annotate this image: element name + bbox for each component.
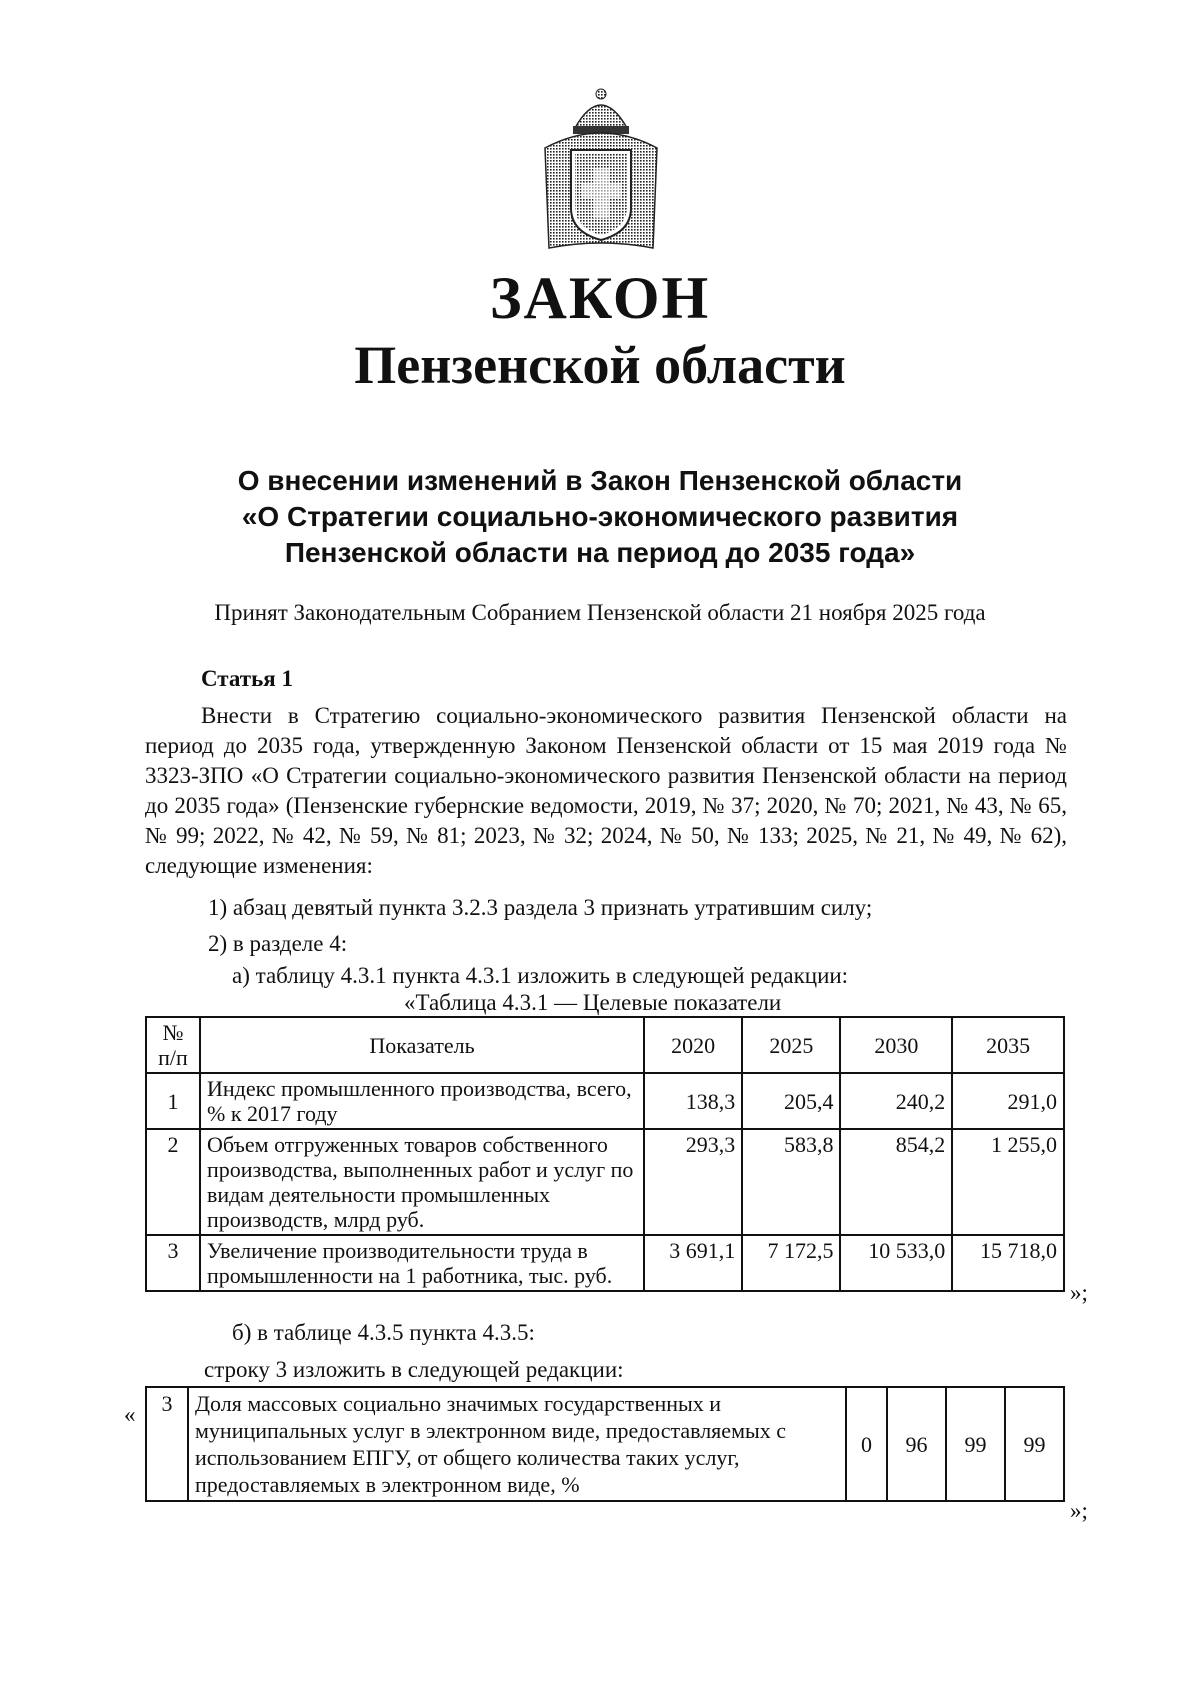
table-row (146, 1073, 1064, 1129)
table-cell: 3 (146, 1387, 188, 1501)
table-cell: 10 533,0 (840, 1235, 952, 1291)
table-cell: 1 (146, 1073, 200, 1129)
header-cell: 2030 (840, 1017, 952, 1073)
targets-table (145, 1016, 1065, 1292)
table-cell: 291,0 (952, 1073, 1064, 1129)
table-row (146, 1129, 1064, 1235)
document-title: ЗАКОН (489, 265, 711, 331)
table-cell: 15 718,0 (952, 1235, 1064, 1291)
table-cell: Индекс промышленного производства, всего, % к 2017 году (200, 1073, 644, 1129)
subject-line-2: «О Стратегии социально-экономического развития (241, 501, 959, 532)
item-1: 1) абзац девятый пункта 3.2.3 раздела 3 признать утратившим силу; (208, 895, 873, 920)
table-cell: 3 691,1 (644, 1235, 742, 1291)
replacement-row-table (145, 1386, 1065, 1502)
table-cell: Объем отгруженных товаров собственного производства, выполненных работ и услуг по видам деятельности промышленных производств, млрд руб. (200, 1129, 644, 1235)
table-cell: 3 (146, 1235, 200, 1291)
table-caption: «Таблица 4.3.1 — Целевые показатели (404, 990, 782, 1015)
item-2b: б) в таблице 4.3.5 пункта 4.3.5: (232, 1320, 535, 1345)
subject-line-1: О внесении изменений в Закон Пензенской области (237, 465, 963, 496)
header-cell: № п/п (146, 1017, 200, 1073)
table-cell: Доля массовых социально значимых государственных и муниципальных услуг в электронном виде, предоставляемых с использованием ЕПГУ, от общего количества таких услуг, предоставляемых в электронном виде, % (188, 1387, 846, 1501)
item-2: 2) в разделе 4: (208, 931, 348, 956)
table-cell: 96 (887, 1387, 946, 1501)
table-cell: 293,3 (644, 1129, 742, 1235)
table-cell: 1 255,0 (952, 1129, 1064, 1235)
table1-close-quote: »; (1070, 1280, 1088, 1305)
table2-open-quote: « (124, 1402, 136, 1427)
header-cell: 2025 (742, 1017, 840, 1073)
subject-line-3: Пензенской области на период до 2035 года» (284, 537, 916, 568)
item-2a: а) таблицу 4.3.1 пункта 4.3.1 изложить в следующей редакции: (232, 963, 849, 988)
header-cell: Показатель (200, 1017, 644, 1073)
table-cell: 240,2 (840, 1073, 952, 1129)
table-cell: 205,4 (742, 1073, 840, 1129)
table-cell: 138,3 (644, 1073, 742, 1129)
header-cell: 2035 (952, 1017, 1064, 1073)
table-cell: 0 (846, 1387, 887, 1501)
table2-close-quote: »; (1070, 1498, 1088, 1523)
table-cell: 7 172,5 (742, 1235, 840, 1291)
adoption-note: Принят Законодательным Собранием Пензенской области 21 ноября 2025 года (214, 600, 986, 625)
article-heading: Статья 1 (201, 666, 293, 691)
article-body: Внести в Стратегию социально-экономического развития Пензенской области на период до 2035 года, утвержденную Законом Пензенской области от 15 мая 2019 года № 3323-ЗПО «О Стратегии социально-экономического развития Пензенской области на период до 2035 года» (Пензенские губернские ведомости, 2019, № 37; 2020, № 70; 2021, № 43, № 65, № 99; 2022, № 42, № 59, № 81; 2023, № 32; 2024, № 50, № 133; 2025, № 21, № 49, № 62), следующие изменения: (145, 703, 1067, 878)
coat-of-arms-icon (535, 88, 667, 260)
table-header-row (146, 1017, 1064, 1073)
table-row (146, 1235, 1064, 1291)
table-cell: 99 (1005, 1387, 1064, 1501)
table-cell: Увеличение производительности труда в промышленности на 1 работника, тыс. руб. (200, 1235, 644, 1291)
table-cell: 854,2 (840, 1129, 952, 1235)
table-cell: 99 (946, 1387, 1005, 1501)
document-region: Пензенской области (354, 335, 846, 395)
item-2b-line: строку 3 изложить в следующей редакции: (204, 1357, 624, 1382)
header-cell: 2020 (644, 1017, 742, 1073)
table-cell: 2 (146, 1129, 200, 1235)
table-row (146, 1387, 1064, 1501)
table-cell: 583,8 (742, 1129, 840, 1235)
